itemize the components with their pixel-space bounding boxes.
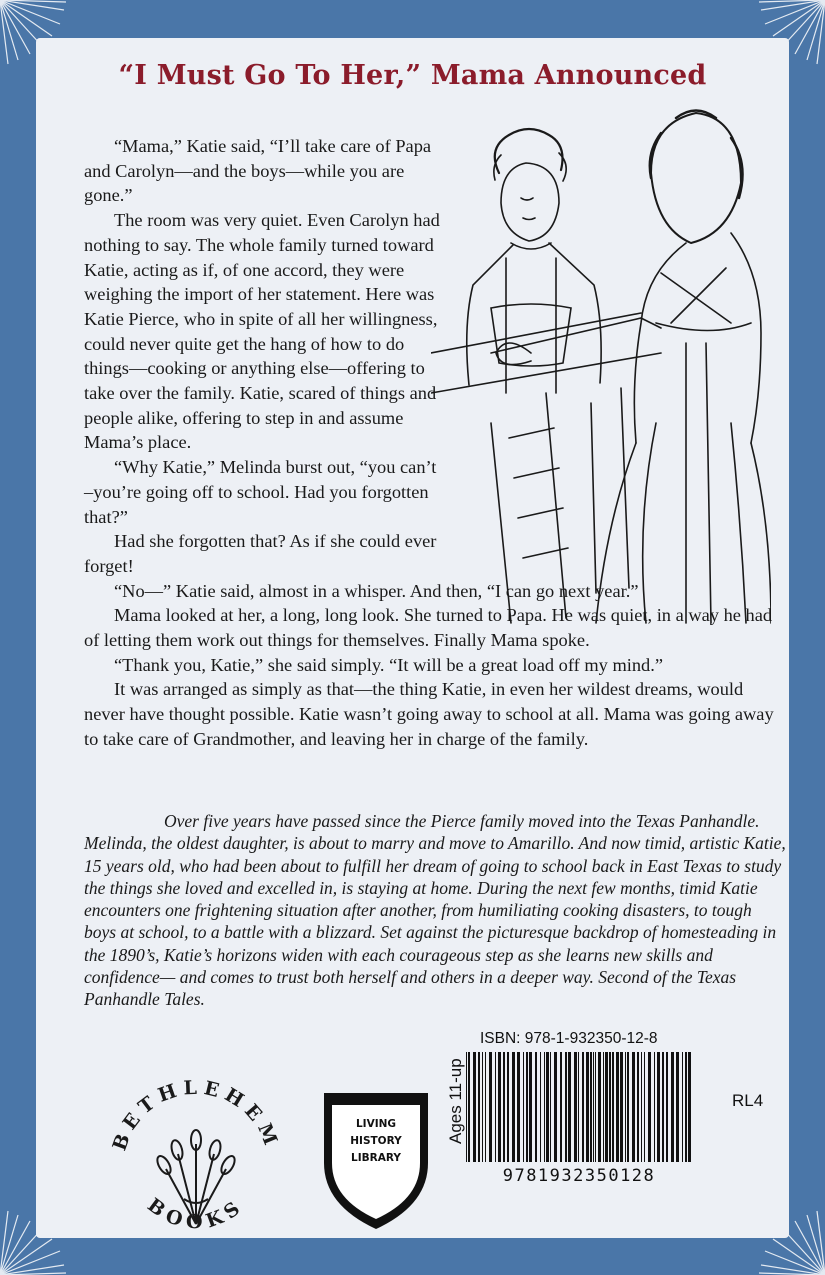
barcode-bar: [574, 1052, 577, 1162]
barcode-bar: [616, 1052, 619, 1162]
barcode-bar: [485, 1052, 486, 1162]
barcode-bar: [641, 1052, 642, 1162]
barcode-bar: [666, 1052, 668, 1162]
shield-line: LIVING: [355, 1118, 397, 1130]
story-paragraph: Had she forgotten that? As if she could ever forget!: [84, 531, 437, 576]
barcode-number: 9781932350128: [502, 1166, 656, 1186]
barcode-bar: [590, 1052, 592, 1162]
excerpt-title: “I Must Go To Her,” Mama Announced: [118, 60, 707, 91]
logo-bottom-text: BOOKS: [143, 1194, 249, 1234]
story-paragraph: “No—” Katie said, almost in a whisper. And then, “I can go next year.”: [114, 580, 639, 601]
reading-level: RL4: [732, 1091, 764, 1110]
barcode-bar: [598, 1052, 601, 1162]
barcode-bar: [529, 1052, 532, 1162]
barcode-bar: [498, 1052, 501, 1162]
barcode-bar: [560, 1052, 562, 1162]
barcode-bar: [603, 1052, 604, 1162]
barcode-bar: [550, 1052, 551, 1162]
story-paragraph: It was arranged as simply as that—the thing Katie, in even her wildest dreams, would never have thought possible. Katie wasn’t going away to school at all. Mama was going away to take care of Grandmother, and leaving her in charge of the family.: [84, 679, 774, 749]
barcode-bar: [473, 1052, 476, 1162]
barcode-bar: [685, 1052, 687, 1162]
barcode-bar: [595, 1052, 596, 1162]
barcode-bar: [517, 1052, 520, 1162]
barcode-bar: [507, 1052, 509, 1162]
barcode-bar: [578, 1052, 579, 1162]
blurb-text: Over five years have passed since the Pierce family moved into the Texas Panhandle. Melinda, the oldest daughter, is about to marry and move to Amarillo. And now timid, artistic Katie, 15 years old, who had been about to fulfill her dream of going to school back in East Texas to study the things she loved and excelled in, is staying at home. During the next few months, timid Katie encounters one frightening situation after another, from humiliating cooking disasters, to tough boys at school, to a battle with a blizzard. Set against the picturesque backdrop of homesteading in the 1890’s, Katie’s horizons widen with each courageous step as she learns new skills and confidence— and comes to trust both herself and others in a deeper way. Second of the Texas Panhandle Tales.: [84, 811, 786, 1010]
logo-top-text: BETHLEHEM: [108, 1076, 284, 1154]
barcode-bar: [632, 1052, 635, 1162]
story-excerpt: [84, 134, 788, 752]
barcode-bar: [593, 1052, 594, 1162]
barcode-bar: [554, 1052, 557, 1162]
barcode-bar: [495, 1052, 496, 1162]
barcode-bar: [466, 1052, 467, 1162]
barcode-bar: [671, 1052, 674, 1162]
barcode-bar: [627, 1052, 629, 1162]
story-paragraph: “Thank you, Katie,” she said simply. “It will be a great load off my mind.”: [114, 654, 664, 675]
barcode-bar: [637, 1052, 639, 1162]
shield-line: HISTORY: [350, 1135, 402, 1147]
barcode-bar: [546, 1052, 549, 1162]
barcode-bar: [544, 1052, 545, 1162]
barcode-bar: [654, 1052, 655, 1162]
barcode-bar: [648, 1052, 651, 1162]
barcode-bar: [582, 1052, 584, 1162]
barcode-bar: [478, 1052, 480, 1162]
barcode-bar: [512, 1052, 515, 1162]
book-blurb: [84, 810, 788, 1011]
barcode-bar: [503, 1052, 505, 1162]
age-range: Ages 11-up: [446, 1058, 465, 1144]
isbn-barcode-block: [412, 1030, 712, 1210]
barcode-bar: [625, 1052, 626, 1162]
barcode-bar: [568, 1052, 571, 1162]
barcode-bar: [662, 1052, 664, 1162]
isbn-label: ISBN: 978-1-932350-12-8: [480, 1030, 658, 1047]
barcode-bar: [609, 1052, 611, 1162]
barcode-bar: [676, 1052, 679, 1162]
barcode-bar: [612, 1052, 614, 1162]
barcode-bar: [540, 1052, 541, 1162]
barcode-bar: [535, 1052, 537, 1162]
story-paragraph: Mama looked at her, a long, long look. She turned to Papa. He was quiet, in a way he had of letting them work out things for themselves. Finally Mama spoke.: [84, 605, 773, 651]
barcode-bar: [526, 1052, 528, 1162]
barcode-bar: [482, 1052, 483, 1162]
story-paragraph: The room was very quiet. Even Carolyn had nothing to say. The whole family turned toward Katie, acting as if, of one accord, they were weighing the import of her statement. Here was Katie Pierce, who in spite of all her willingness, could never quite get the hang of how to do things—cooking or anything else—offering to take over the family. Katie, scared of things and people alike, offering to step in and assume Mama’s place.: [84, 210, 440, 453]
barcode-bar: [682, 1052, 683, 1162]
barcode-bar: [605, 1052, 608, 1162]
barcode-bar: [523, 1052, 524, 1162]
svg-text:BETHLEHEM: [109, 1077, 284, 1154]
barcode-bar: [644, 1052, 645, 1162]
barcode-bar: [565, 1052, 567, 1162]
story-paragraph: “Mama,” Katie said, “I’ll take care of Papa and Carolyn—and the boys—while you are gone.”: [84, 136, 432, 206]
bethlehem-books-logo: [96, 1074, 296, 1246]
barcode-bar: [468, 1052, 470, 1162]
story-paragraph: “Why Katie,” Melinda burst out, “you can’t –you’re going off to school. Had you forgotten that?”: [84, 457, 437, 527]
barcode-bar: [657, 1052, 660, 1162]
shield-line: LIBRARY: [351, 1152, 401, 1164]
barcode: [464, 1052, 694, 1162]
barcode-bar: [620, 1052, 623, 1162]
barcode-bar: [489, 1052, 492, 1162]
barcode-bar: [586, 1052, 589, 1162]
barcode-bar: [688, 1052, 691, 1162]
